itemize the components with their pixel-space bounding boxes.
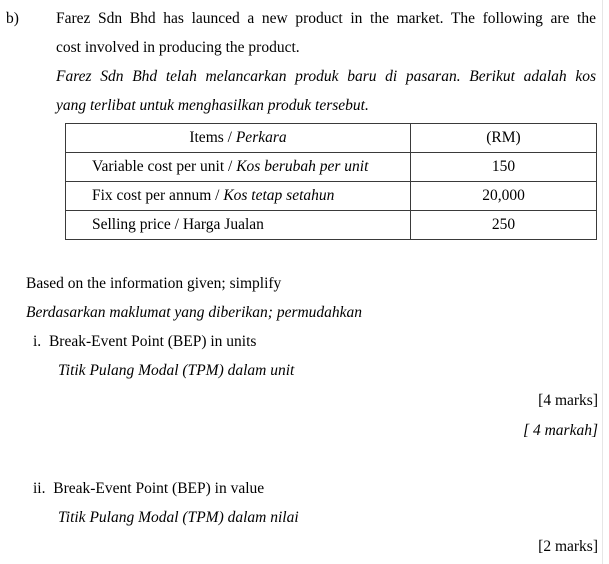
part-i-text: Break-Event Point (BEP) in units bbox=[48, 333, 257, 350]
part-ii-malay: Titik Pulang Modal (TPM) dalam nilai bbox=[58, 509, 299, 526]
part-ii-number: ii. bbox=[33, 480, 46, 497]
part-ii-marks-english: [2 marks] bbox=[538, 538, 598, 555]
table-row bbox=[66, 153, 597, 182]
row-label-en: Variable cost per unit / bbox=[92, 158, 237, 175]
question-label: b) bbox=[6, 10, 19, 27]
row-label bbox=[66, 182, 411, 211]
part-i-number: i. bbox=[33, 333, 42, 350]
row-value: 20,000 bbox=[411, 182, 597, 211]
part-i-marks-english: [4 marks] bbox=[538, 392, 598, 409]
row-label-my: Kos tetap setahun bbox=[223, 187, 335, 204]
row-label-my: Kos berubah per unit bbox=[236, 158, 369, 175]
part-i-malay: Titik Pulang Modal (TPM) dalam unit bbox=[58, 362, 295, 379]
cost-table bbox=[65, 123, 597, 240]
table-row bbox=[66, 182, 597, 211]
page-margin-rule bbox=[602, 0, 603, 564]
table-header-row bbox=[66, 124, 597, 153]
part-ii-english bbox=[33, 480, 264, 498]
header-items-my: Perkara bbox=[235, 129, 287, 146]
intro-english-line-1: Farez Sdn Bhd has launced a new product in the market. The following are the bbox=[56, 10, 596, 27]
header-rm: (RM) bbox=[411, 124, 597, 153]
row-label bbox=[66, 153, 411, 182]
row-value: 250 bbox=[411, 211, 597, 240]
header-items bbox=[66, 124, 411, 153]
instruction-malay: Berdasarkan maklumat yang diberikan; permudahkan bbox=[26, 304, 363, 321]
row-label-en: Selling price / Harga Jualan bbox=[92, 216, 264, 233]
intro-malay-line-1: Farez Sdn Bhd telah melancarkan produk baru di pasaran. Berikut adalah kos bbox=[56, 68, 596, 85]
row-label bbox=[66, 211, 411, 240]
instruction-english: Based on the information given; simplify bbox=[26, 275, 282, 292]
row-value: 150 bbox=[411, 153, 597, 182]
part-ii-text: Break-Event Point (BEP) in value bbox=[53, 480, 265, 497]
part-i-marks-malay: [ 4 markah] bbox=[523, 422, 598, 439]
header-items-en: Items / bbox=[189, 129, 236, 146]
row-label-en: Fix cost per annum / bbox=[92, 187, 224, 204]
intro-malay-line-2: yang terlibat untuk menghasilkan produk tersebut. bbox=[56, 97, 369, 114]
part-i-english bbox=[33, 333, 256, 351]
table-row bbox=[66, 211, 597, 240]
intro-english-line-2: cost involved in producing the product. bbox=[56, 39, 300, 56]
